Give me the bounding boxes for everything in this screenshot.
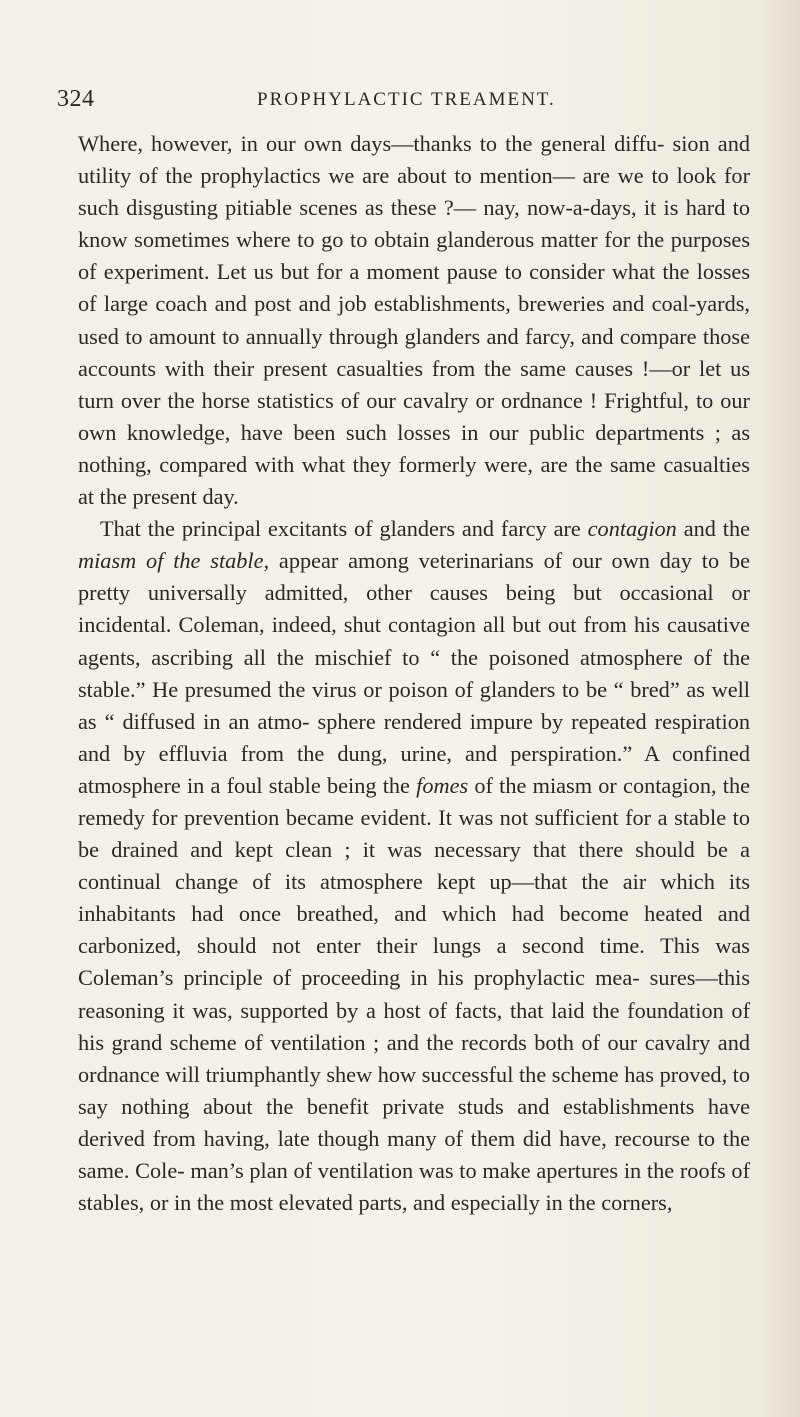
running-head: PROPHYLACTIC TREAMENT.: [257, 89, 556, 110]
paragraph-2-text-c: appear among veterinarians of our own day to be pretty universally admitted, other causes being but occasional or incidental. Coleman, indeed, shut contagion all but out from his causative agents, ascribing all the mischief to “ the poisoned atmosphere of the stable.” He presumed the virus or poison of glanders to be “ bred” as well as “ diffused in an atmo- sphere rendered impure by repeated respiration and by effluvia from the dung, urine, and perspiration.” A confined atmosphere in a foul stable being the: [78, 548, 750, 798]
page-edge-shadow: [760, 0, 800, 1417]
paragraph-2-text-a: That the principal excitants of glanders and farcy are: [100, 516, 588, 542]
paragraph-2: [78, 513, 750, 1219]
page-header: [57, 86, 747, 118]
page-number: 324: [57, 86, 95, 112]
paragraph-2-text-d: of the miasm or contagion, the remedy for prevention became evident. It was not sufficient for a stable to be drained and kept clean ; it was necessary that there should be a continual change of its atmosphere kept up—that the air which its inhabitants had once breathed, and which had become heated and carbonized, should not enter their lungs a second time. This was Coleman’s principle of proceeding in his prophylactic mea- sures—this reasoning it was, supported by a host of facts, that laid the foundation of his grand scheme of ventilation ; and the records both of our cavalry and ordnance will triumphantly shew how successful the scheme has proved, to say nothing about the benefit private studs and establishments have derived from having, late though many of them did have, recourse to the same. Cole- man’s plan of ventilation was to make apertures in the roofs of stables, or in the most elevated parts, and especially in the corners,: [78, 772, 750, 1216]
paragraph-2-emphasis-fomes: fomes: [416, 772, 469, 798]
paragraph-2-emphasis-contagion: contagion: [587, 516, 677, 542]
paragraph-2-text-b: and the: [676, 516, 750, 542]
body-text: [78, 128, 750, 1219]
paragraph-1: Where, however, in our own days—thanks to the general diffu- sion and utility of the prophylactics we are about to mention— are we to look for such disgusting pitiable scenes as these ?— nay, now-a-days, it is hard to know sometimes where to go to obtain glanderous matter for the purposes of experiment. Let us but for a moment pause to consider what the losses of large coach and post and job establishments, breweries and coal-yards, used to amount to annually through glanders and farcy, and compare those accounts with their present casualties from the same causes !—or let us turn over the horse statistics of our cavalry or ordnance ! Frightful, to our own knowledge, have been such losses in our public departments ; as nothing, compared with what they formerly were, are the same casualties at the present day.: [78, 131, 750, 510]
paragraph-2-emphasis-miasm: miasm of the stable,: [78, 548, 270, 574]
